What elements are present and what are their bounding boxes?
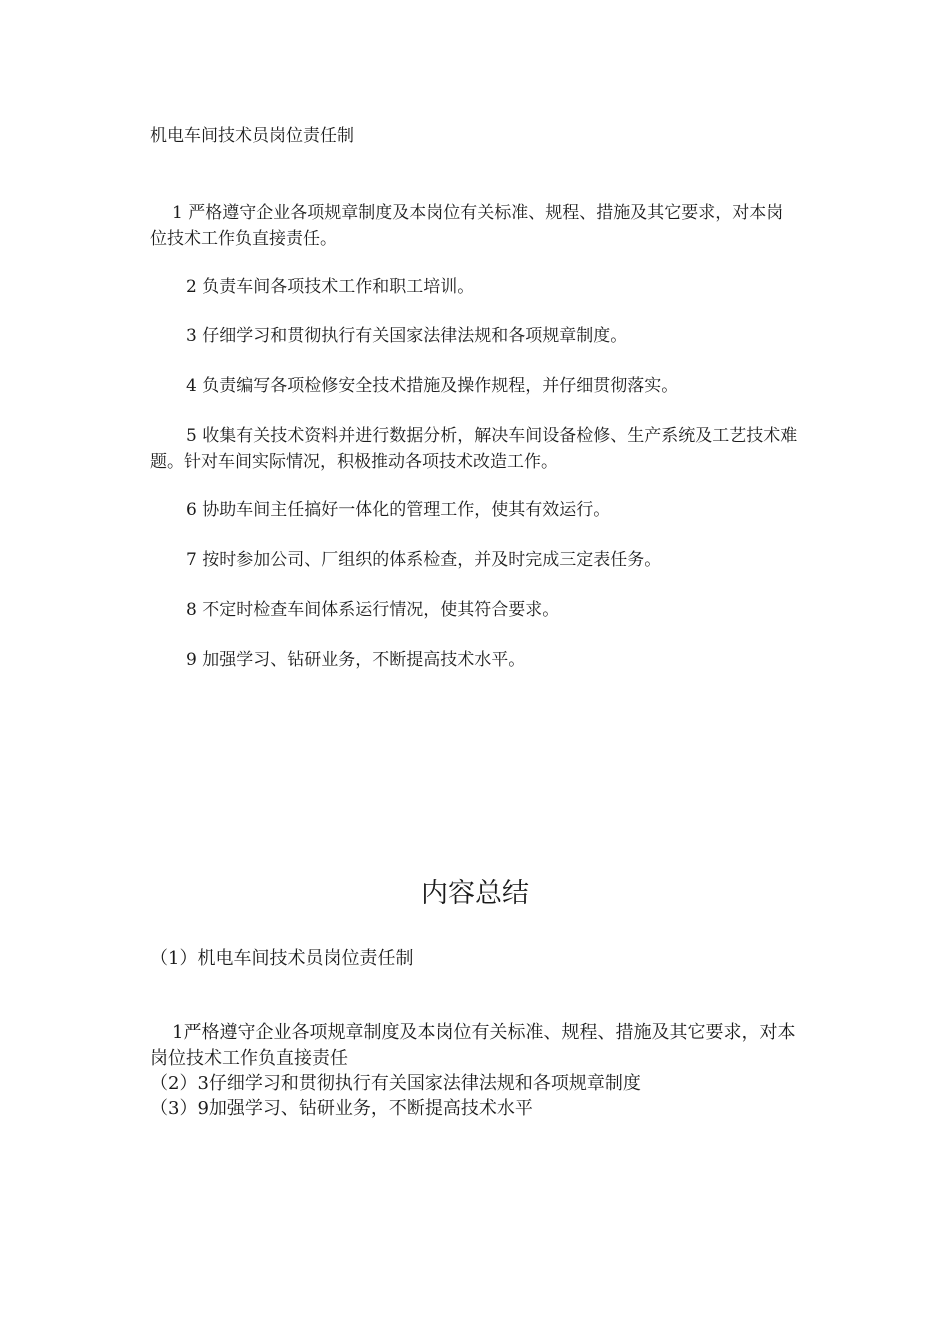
duty-text: 加强学习、钻研业务，不断提高技术水平。 (202, 650, 526, 670)
summary-line-2: 1严格遵守企业各项规章制度及本岗位有关标准、规程、措施及其它要求，对本岗位技术工作负直接责任 (150, 1022, 796, 1069)
duty-text: 不定时检查车间体系运行情况，使其符合要求。 (202, 600, 560, 620)
duty-item-1 (150, 200, 800, 252)
duty-text: 仔细学习和贯彻执行有关国家法律法规和各项规章制度。 (202, 326, 628, 346)
duty-item-7 (150, 547, 800, 573)
summary-line-1: （1）机电车间技术员岗位责任制 (150, 948, 414, 969)
duty-text: 按时参加公司、厂组织的体系检查，并及时完成三定表任务。 (202, 550, 662, 570)
duty-item-8 (150, 597, 800, 623)
duty-number: 7 (186, 550, 197, 570)
duty-text: 严格遵守企业各项规章制度及本岗位有关标准、规程、措施及其它要求，对本岗位技术工作负直接责任。 (150, 203, 784, 249)
duty-item-3 (150, 323, 800, 349)
duty-number: 2 (186, 277, 197, 297)
duty-item-4 (150, 373, 800, 399)
duty-text: 协助车间主任搞好一体化的管理工作，使其有效运行。 (202, 500, 611, 520)
duty-number: 5 (186, 426, 197, 446)
duty-item-9 (150, 647, 800, 673)
duty-number: 9 (186, 650, 197, 670)
document-title: 机电车间技术员岗位责任制 (150, 126, 354, 146)
duty-item-2 (150, 274, 800, 300)
summary-line-4: （3）9加强学习、钻研业务，不断提高技术水平 (150, 1098, 533, 1119)
duty-number: 4 (186, 376, 197, 396)
duty-text: 负责编写各项检修安全技术措施及操作规程，并仔细贯彻落实。 (202, 376, 679, 396)
duty-number: 3 (186, 326, 197, 346)
summary-line-3: （2）3仔细学习和贯彻执行有关国家法律法规和各项规章制度 (150, 1073, 641, 1094)
duty-number: 8 (186, 600, 197, 620)
duty-number: 6 (186, 500, 197, 520)
summary-heading: 内容总结 (421, 878, 529, 909)
duty-text: 负责车间各项技术工作和职工培训。 (202, 277, 475, 297)
duty-number: 1 (172, 203, 183, 223)
duty-item-6 (150, 497, 800, 523)
duty-text: 收集有关技术资料并进行数据分析，解决车间设备检修、生产系统及工艺技术难题。针对车间实际情况，积极推动各项技术改造工作。 (150, 426, 798, 472)
duty-item-5 (150, 423, 800, 475)
